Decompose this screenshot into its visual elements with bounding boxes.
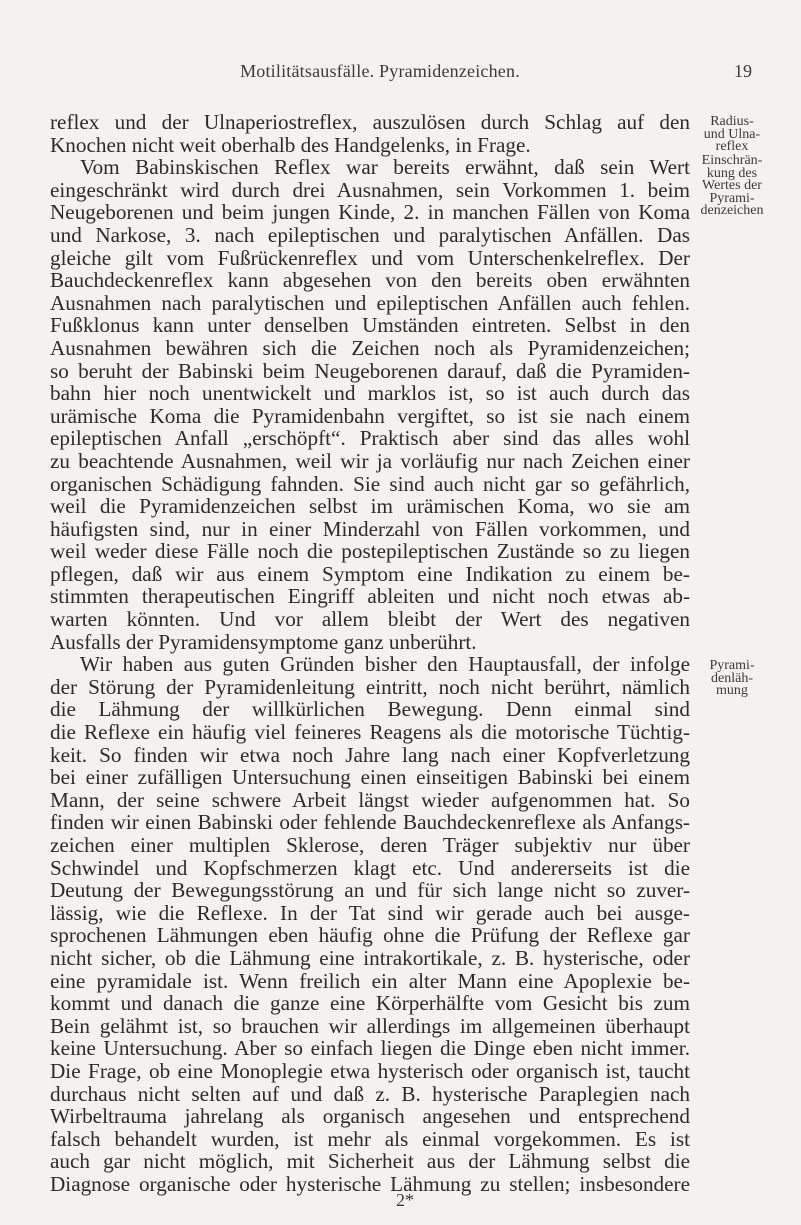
text-line: bei einer zufälligen Untersuchung einen einseitigen Babinski bei einem: [50, 765, 690, 790]
text-line: warten könnten. Und vor allem bleibt der Wert des negativen: [50, 607, 690, 632]
text-line: lässig, wie die Reflexe. In der Tat sind wir gerade auch bei ausge-: [50, 900, 690, 925]
text-line: pflegen, daß wir aus einem Symptom eine Indikation zu einem be-: [50, 561, 690, 586]
text-line: häufigsten sind, nur in einer Minderzahl von Fällen vorkommen, und: [50, 516, 690, 541]
text-line: Wir haben aus guten Gründen bisher den Hauptausfall, der infolge: [80, 652, 690, 677]
text-line: Ausnahmen nach paralytischen und epileptischen Anfällen auch fehlen.: [50, 290, 690, 315]
text-line: und Narkose, 3. nach epileptischen und paralytischen Anfällen. Das: [50, 222, 690, 247]
text-line: weil die Pyramidenzeichen selbst im urämischen Koma, wo sie am: [50, 494, 690, 519]
text-line: Neugeborenen und beim jungen Kinde, 2. in manchen Fällen von Koma: [50, 200, 690, 225]
text-line: Deutung der Bewegungsstörung an und für sich lange nicht so zuver-: [50, 878, 690, 903]
text-line: Wirbeltrauma jahrelang als organisch angesehen und entsprechend: [50, 1104, 690, 1129]
text-line: bahn hier noch unentwickelt und marklos ist, so ist auch durch das: [50, 381, 690, 406]
text-line: die Lähmung der willkürlichen Bewegung. Denn einmal sind: [50, 697, 690, 722]
text-line: Bein gelähmt ist, so brauchen wir allerdings im allgemeinen überhaupt: [50, 1013, 690, 1038]
text-line: reflex und der Ulnaperiostreflex, auszulösen durch Schlag auf den: [50, 110, 690, 134]
text-line: Fußklonus kann unter denselben Umständen eintreten. Selbst in den: [50, 313, 690, 338]
text-line: stimmten therapeutischen Eingriff ableiten und nicht noch etwas ab-: [50, 584, 690, 609]
text-line: epileptischen Anfall „erschöpft“. Praktisch aber sind das alles wohl: [50, 426, 690, 451]
text-line: keit. So finden wir etwa noch Jahre lang nach einer Kopfverletzung: [50, 742, 690, 767]
text-line: durchaus nicht selten auf und daß z. B. hysterische Paraplegien nach: [50, 1081, 690, 1106]
text-line: Mann, der seine schwere Arbeit längst wieder aufgenommen hat. So: [50, 787, 690, 812]
page-number: 19: [734, 61, 752, 81]
text-line: weil weder diese Fälle noch die postepileptischen Zustände so zu liegen: [50, 539, 690, 564]
text-line: urämische Koma die Pyramidenbahn vergiftet, so ist sie nach einem: [50, 403, 690, 428]
margin-note-pyramidenlaehmung: Pyrami- denläh- mung: [709, 658, 755, 698]
text-line: finden wir einen Babinski oder fehlende Bauchdeckenreflexe als Anfangs-: [50, 810, 690, 835]
text-line: Ausnahmen bewähren sich die Zeichen noch als Pyramidenzeichen;: [50, 335, 690, 360]
text-line: gleiche gilt vom Fußrückenreflex und vom Unterschenkelreflex. Der: [50, 245, 690, 270]
text-line: Vom Babinskischen Reflex war bereits erwähnt, daß sein Wert: [80, 155, 690, 180]
body-text: [50, 111, 690, 1196]
text-line: so beruht der Babinski beim Neugeborenen darauf, daß die Pyramiden-: [50, 358, 690, 383]
text-line: zu beachtende Ausnahmen, weil wir ja vorläufig nur nach Zeichen einer: [50, 448, 690, 473]
text-line: falsch behandelt wurden, ist mehr als einmal vorgekommen. Es ist: [50, 1126, 690, 1151]
margin-note-einschraenkung: Einschrän- kung des Wertes der Pyrami- denzeichen: [700, 153, 764, 218]
margin-note-radius-ulna: Radius- und Ulna- reflex: [703, 114, 761, 154]
text-line: zeichen einer multiplen Sklerose, deren Träger subjektiv nur über: [50, 833, 690, 857]
text-line: Diagnose organische oder hysterische Lähmung zu stellen; insbesondere: [50, 1171, 690, 1196]
text-line: Bauchdeckenreflex kann abgesehen von den bereits oben erwähnten: [50, 268, 690, 293]
text-line: die Reflexe ein häufig viel feineres Reagens als die motorische Tüchtig-: [50, 720, 690, 745]
text-line: sprochenen Lähmungen eben häufig ohne die Prüfung der Reflexe gar: [50, 923, 690, 948]
text-line: auch gar nicht möglich, mit Sicherheit aus der Lähmung selbst die: [50, 1149, 690, 1174]
text-line: nicht sicher, ob die Lähmung eine intrakortikale, z. B. hysterische, oder: [50, 945, 690, 970]
running-header: Motilitätsausfälle. Pyramidenzeichen.: [240, 61, 520, 81]
text-line: eine pyramidale ist. Wenn freilich ein alter Mann eine Apoplexie be-: [50, 968, 690, 993]
text-line: kommt und danach die ganze eine Körperhälfte vom Gesicht bis zum: [50, 991, 690, 1016]
text-line: der Störung der Pyramidenleitung eintritt, noch nicht berührt, nämlich: [50, 674, 690, 699]
text-line: Die Frage, ob eine Monoplegie etwa hysterisch oder organisch ist, taucht: [50, 1058, 690, 1083]
text-line: organischen Schädigung fahnden. Sie sind auch nicht gar so gefährlich,: [50, 471, 690, 496]
text-line: Schwindel und Kopfschmerzen klagt etc. Und andererseits ist die: [50, 855, 690, 880]
text-line: eingeschränkt wird durch drei Ausnahmen, sein Vorkommen 1. beim: [50, 177, 690, 202]
signature-mark: 2*: [396, 1190, 414, 1210]
text-line: Knochen nicht weit oberhalb des Handgelenks, in Frage.: [50, 132, 531, 157]
text-line: keine Untersuchung. Aber so einfach liegen die Dinge eben nicht immer.: [50, 1036, 690, 1061]
text-line: Ausfalls der Pyramidensymptome ganz unberührt.: [50, 629, 477, 654]
